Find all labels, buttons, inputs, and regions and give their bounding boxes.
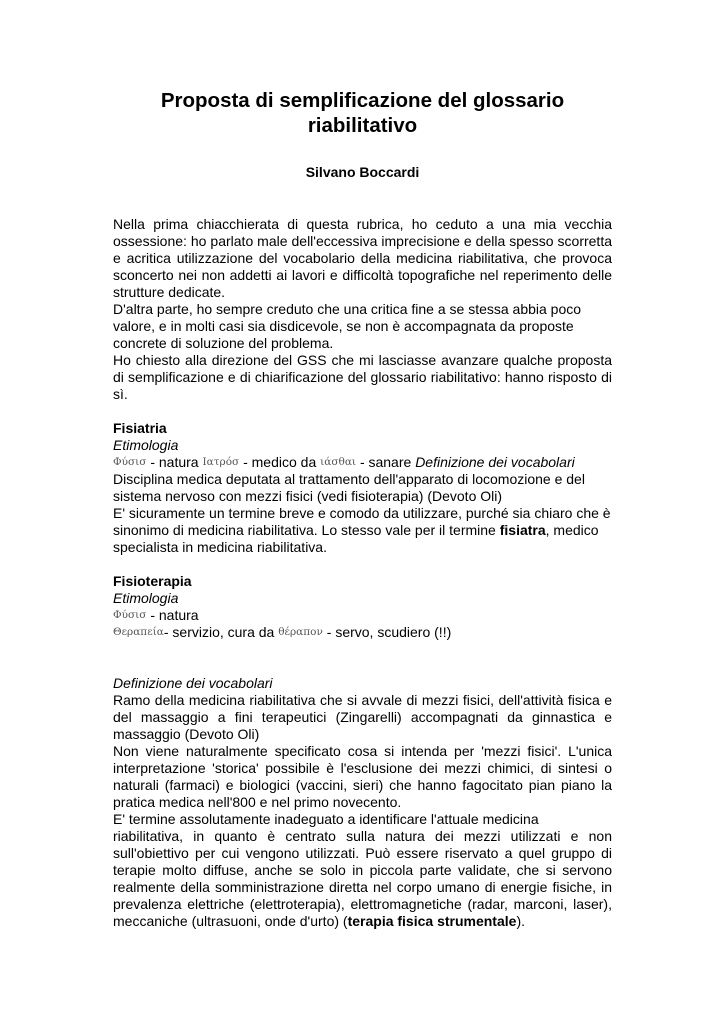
section-heading: Fisioterapia xyxy=(113,573,192,589)
etimologia-label: Etimologia xyxy=(113,590,179,606)
greek-word: Θεραπεία xyxy=(113,626,164,638)
greek-word: ιάσθαι xyxy=(320,456,357,468)
definizione-label: Definizione dei vocabolari xyxy=(113,675,273,691)
intro-paragraph-1: Nella prima chiacchierata di questa rubrica, ho ceduto a una mia vecchia ossessione: ho parlato male dell'eccessiva imprecisione e della spesso scorretta e acritica utilizzazione del vocabolario della medicina riabilitativa, che provoca sconcerto nei non addetti ai lavori e difficoltà topografiche nel reperimento delle strutture dedicate. xyxy=(113,216,612,300)
greek-word: θέραπον xyxy=(278,626,323,638)
commento-paragraph-1: Non viene naturalmente specificato cosa si intenda per 'mezzi fisici'. L'unica interpretazione 'storica' possibile è l'esclusione dei mezzi chimici, di sintesi o naturali (farmaci) e biologici (vaccini, sieri) che hanno fagocitato pian piano la pratica medica nell'800 e nel primo novecento. xyxy=(113,743,612,810)
bold-term: terapia fisica strumentale xyxy=(347,913,517,929)
etimologia-line-1: Φύσισ - natura xyxy=(113,607,199,623)
document-title: Proposta di semplificazione del glossario riabilitativo xyxy=(160,89,565,137)
definizione-text: Disciplina medica deputata al trattamento dell'apparato di locomozione e del sistema nervoso con mezzi fisici (vedi fisioterapia) (Devoto Oli) xyxy=(113,471,585,504)
commento-paragraph: E' sicuramente un termine breve e comodo da utilizzare, purché sia chiaro che è sinonimo di medicina riabilitativa. Lo stesso vale per il termine fisiatra, medico specialista in medicina riabilitativa. xyxy=(113,505,611,555)
greek-word: Ιατρόσ xyxy=(202,456,240,468)
greek-word: Φύσισ xyxy=(113,456,147,468)
etimologia-line-2: Θεραπεία- servizio, cura da θέραπον - servo, scudiero (!!) xyxy=(113,624,452,640)
greek-word: Φύσισ xyxy=(113,609,147,621)
bold-term: fisiatra xyxy=(499,522,546,538)
etimologia-line: Φύσισ - natura Ιατρόσ - medico da ιάσθαι - sanare Definizione dei vocabolari xyxy=(113,454,575,470)
commento-paragraph-2: riabilitativa, in quanto è centrato sulla natura dei mezzi utilizzati e non sull'obiettivo per cui vengono utilizzati. Può essere riservato a quel gruppo di terapie molto diffuse, anche se solo in piccola parte validate, che si servono realmente della somministrazione diretta nel corpo umano di energie fisiche, in prevalenza elettriche (elettroterapia), elettromagnetiche (radar, marconi, laser), meccaniche (ultrasuoni, onde d'urto) (terapia fisica strumentale). xyxy=(113,828,612,929)
document-body xyxy=(113,216,612,930)
section-fisioterapia xyxy=(113,573,612,930)
commento-paragraph-2-line-1: E' termine assolutamente inadeguato a identificare l'attuale medicina xyxy=(113,811,539,827)
section-heading: Fisiatria xyxy=(113,420,167,436)
section-fisiatria xyxy=(113,420,612,556)
document-page xyxy=(113,88,612,930)
intro-paragraph-2: D'altra parte, ho sempre creduto che una critica fine a se stessa abbia poco valore, e in molti casi sia disdicevole, se non è accompagnata da proposte concrete di soluzione del problema. xyxy=(113,301,582,351)
intro-paragraph-3: Ho chiesto alla direzione del GSS che mi lasciasse avanzare qualche proposta di semplificazione e di chiarificazione del glossario riabilitativo: hanno risposto di sì. xyxy=(113,352,612,402)
author-name: Silvano Boccardi xyxy=(305,164,420,180)
etimologia-label: Etimologia xyxy=(113,437,179,453)
definizione-text: Ramo della medicina riabilitativa che si avvale di mezzi fisici, dell'attività fisica e del massaggio a fini terapeutici (Zingarelli) accompagnati da ginnastica e massaggio (Devoto Oli) xyxy=(113,692,612,742)
definizione-label: Definizione dei vocabolari xyxy=(415,454,575,470)
